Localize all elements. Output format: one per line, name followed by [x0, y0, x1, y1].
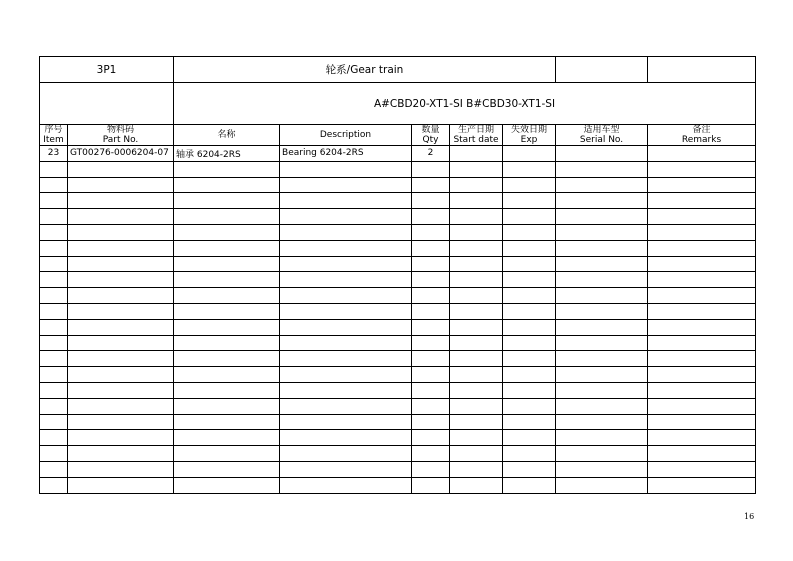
- group-title: 轮系/Gear train: [174, 57, 556, 83]
- empty-cell: [174, 256, 280, 272]
- empty-cell: [648, 367, 756, 383]
- empty-cell: [556, 461, 648, 477]
- empty-cell: [648, 303, 756, 319]
- empty-cell: [40, 161, 68, 177]
- empty-cell: [280, 256, 412, 272]
- group-code: 3P1: [40, 57, 174, 83]
- empty-cell: [280, 382, 412, 398]
- empty-cell: [503, 367, 556, 383]
- empty-table-row: [40, 224, 756, 240]
- empty-cell: [412, 240, 450, 256]
- cell-name: 轴承 6204-2RS: [174, 146, 280, 162]
- empty-cell: [412, 272, 450, 288]
- empty-cell: [174, 193, 280, 209]
- empty-cell: [68, 209, 174, 225]
- empty-cell: [503, 382, 556, 398]
- empty-cell: [503, 461, 556, 477]
- empty-cell: [174, 303, 280, 319]
- empty-cell: [174, 351, 280, 367]
- empty-cell: [503, 477, 556, 493]
- empty-cell: [68, 335, 174, 351]
- empty-cell: [40, 288, 68, 304]
- empty-cell: [280, 319, 412, 335]
- cell-part-no: GT00276-0006204-07: [68, 146, 174, 162]
- empty-cell: [40, 461, 68, 477]
- empty-table-row: [40, 161, 756, 177]
- table-row: [40, 146, 756, 162]
- empty-cell: [68, 240, 174, 256]
- empty-cell: [174, 414, 280, 430]
- empty-cell: [556, 288, 648, 304]
- empty-cell: [280, 193, 412, 209]
- empty-cell: [280, 477, 412, 493]
- empty-cell: [412, 430, 450, 446]
- col-description-header: Description: [280, 125, 412, 146]
- empty-table-row: [40, 177, 756, 193]
- empty-cell: [412, 256, 450, 272]
- empty-rows: [40, 161, 756, 493]
- empty-cell: [450, 193, 503, 209]
- empty-cell: [503, 430, 556, 446]
- empty-cell: [450, 319, 503, 335]
- empty-cell: [412, 351, 450, 367]
- empty-table-row: [40, 446, 756, 462]
- empty-cell: [40, 256, 68, 272]
- parts-table: [39, 56, 756, 494]
- empty-cell: [648, 177, 756, 193]
- empty-table-row: [40, 240, 756, 256]
- empty-cell: [280, 272, 412, 288]
- empty-cell: [174, 209, 280, 225]
- empty-cell: [648, 430, 756, 446]
- col-remarks-header: 备注 Remarks: [648, 125, 756, 146]
- empty-cell: [556, 209, 648, 225]
- empty-cell: [280, 209, 412, 225]
- empty-cell: [412, 319, 450, 335]
- empty-cell: [556, 351, 648, 367]
- empty-cell: [412, 477, 450, 493]
- empty-table-row: [40, 367, 756, 383]
- cell-qty: 2: [412, 146, 450, 162]
- empty-cell: [174, 430, 280, 446]
- model-row: [40, 83, 756, 125]
- empty-cell: [450, 477, 503, 493]
- empty-cell: [68, 193, 174, 209]
- empty-table-row: [40, 209, 756, 225]
- empty-cell: [174, 240, 280, 256]
- empty-cell: [40, 430, 68, 446]
- empty-cell: [556, 414, 648, 430]
- empty-cell: [648, 398, 756, 414]
- empty-cell: [556, 430, 648, 446]
- empty-cell: [40, 477, 68, 493]
- empty-cell: [450, 461, 503, 477]
- empty-cell: [280, 177, 412, 193]
- cell-description: Bearing 6204-2RS: [280, 146, 412, 162]
- empty-cell: [68, 224, 174, 240]
- empty-cell: [503, 177, 556, 193]
- empty-table-row: [40, 303, 756, 319]
- empty-cell: [280, 351, 412, 367]
- empty-table-row: [40, 272, 756, 288]
- col-serial-header: 适用车型 Serial No.: [556, 125, 648, 146]
- empty-cell: [174, 177, 280, 193]
- empty-cell: [40, 303, 68, 319]
- col-item-header: 序号 Item: [40, 125, 68, 146]
- empty-cell: [68, 414, 174, 430]
- empty-cell: [68, 461, 174, 477]
- empty-cell: [412, 288, 450, 304]
- empty-cell: [280, 446, 412, 462]
- empty-cell: [174, 398, 280, 414]
- empty-cell: [412, 161, 450, 177]
- empty-cell: [648, 288, 756, 304]
- empty-cell: [412, 303, 450, 319]
- empty-cell: [40, 224, 68, 240]
- empty-cell: [68, 367, 174, 383]
- empty-cell: [450, 161, 503, 177]
- title-blank-cell: [556, 57, 648, 83]
- empty-cell: [412, 335, 450, 351]
- empty-cell: [280, 335, 412, 351]
- title-row: [40, 57, 756, 83]
- empty-cell: [450, 351, 503, 367]
- empty-cell: [450, 398, 503, 414]
- empty-cell: [174, 288, 280, 304]
- empty-table-row: [40, 430, 756, 446]
- empty-cell: [68, 319, 174, 335]
- empty-cell: [503, 446, 556, 462]
- empty-table-row: [40, 398, 756, 414]
- empty-cell: [648, 351, 756, 367]
- col-part-no-header: 物料码 Part No.: [68, 125, 174, 146]
- empty-cell: [40, 446, 68, 462]
- empty-cell: [503, 335, 556, 351]
- empty-cell: [450, 177, 503, 193]
- empty-cell: [556, 272, 648, 288]
- empty-table-row: [40, 256, 756, 272]
- empty-cell: [648, 446, 756, 462]
- empty-cell: [556, 240, 648, 256]
- empty-cell: [450, 335, 503, 351]
- model-blank-cell: [40, 83, 174, 125]
- empty-cell: [648, 272, 756, 288]
- empty-cell: [648, 414, 756, 430]
- empty-cell: [503, 240, 556, 256]
- empty-cell: [412, 177, 450, 193]
- empty-cell: [280, 430, 412, 446]
- cell-start-date: [450, 146, 503, 162]
- empty-cell: [556, 303, 648, 319]
- empty-cell: [40, 319, 68, 335]
- empty-cell: [280, 240, 412, 256]
- empty-cell: [40, 193, 68, 209]
- empty-cell: [503, 319, 556, 335]
- empty-cell: [503, 272, 556, 288]
- empty-cell: [450, 382, 503, 398]
- empty-cell: [648, 382, 756, 398]
- empty-table-row: [40, 351, 756, 367]
- col-qty-header: 数量 Qty: [412, 125, 450, 146]
- empty-cell: [40, 351, 68, 367]
- empty-cell: [450, 446, 503, 462]
- empty-cell: [40, 414, 68, 430]
- empty-cell: [412, 414, 450, 430]
- empty-cell: [280, 414, 412, 430]
- empty-cell: [174, 446, 280, 462]
- empty-cell: [503, 224, 556, 240]
- empty-cell: [450, 209, 503, 225]
- empty-cell: [412, 461, 450, 477]
- empty-table-row: [40, 461, 756, 477]
- empty-cell: [648, 193, 756, 209]
- empty-cell: [556, 224, 648, 240]
- empty-cell: [556, 382, 648, 398]
- empty-cell: [68, 303, 174, 319]
- empty-cell: [280, 288, 412, 304]
- empty-cell: [68, 351, 174, 367]
- title-blank-cell: [648, 57, 756, 83]
- empty-cell: [40, 367, 68, 383]
- empty-cell: [68, 398, 174, 414]
- empty-cell: [648, 224, 756, 240]
- empty-cell: [648, 256, 756, 272]
- col-start-date-header: 生产日期 Start date: [450, 125, 503, 146]
- empty-cell: [280, 398, 412, 414]
- empty-cell: [503, 398, 556, 414]
- empty-cell: [503, 351, 556, 367]
- empty-cell: [556, 367, 648, 383]
- empty-cell: [280, 461, 412, 477]
- empty-cell: [648, 477, 756, 493]
- empty-cell: [556, 335, 648, 351]
- empty-cell: [68, 477, 174, 493]
- empty-cell: [412, 224, 450, 240]
- empty-cell: [40, 209, 68, 225]
- parts-table-sheet: [39, 56, 755, 494]
- empty-cell: [68, 382, 174, 398]
- empty-cell: [68, 177, 174, 193]
- empty-cell: [174, 224, 280, 240]
- empty-cell: [503, 161, 556, 177]
- empty-cell: [503, 303, 556, 319]
- empty-cell: [503, 288, 556, 304]
- empty-cell: [450, 288, 503, 304]
- empty-cell: [450, 303, 503, 319]
- column-header-row: [40, 125, 756, 146]
- empty-cell: [68, 430, 174, 446]
- empty-cell: [412, 367, 450, 383]
- empty-cell: [174, 335, 280, 351]
- empty-cell: [412, 398, 450, 414]
- empty-cell: [648, 209, 756, 225]
- empty-cell: [503, 209, 556, 225]
- empty-cell: [556, 477, 648, 493]
- empty-cell: [40, 398, 68, 414]
- empty-cell: [174, 272, 280, 288]
- empty-cell: [450, 367, 503, 383]
- empty-cell: [174, 161, 280, 177]
- empty-cell: [40, 272, 68, 288]
- cell-exp: [503, 146, 556, 162]
- cell-item: 23: [40, 146, 68, 162]
- empty-cell: [556, 398, 648, 414]
- empty-cell: [68, 288, 174, 304]
- empty-cell: [174, 477, 280, 493]
- col-name-header: 名称: [174, 125, 280, 146]
- empty-cell: [556, 177, 648, 193]
- empty-cell: [556, 193, 648, 209]
- model-designation: A#CBD20-XT1-SI B#CBD30-XT1-SI: [174, 83, 756, 125]
- empty-cell: [280, 224, 412, 240]
- empty-cell: [412, 446, 450, 462]
- empty-cell: [450, 256, 503, 272]
- empty-cell: [450, 272, 503, 288]
- empty-cell: [280, 367, 412, 383]
- empty-cell: [40, 382, 68, 398]
- empty-cell: [280, 161, 412, 177]
- empty-cell: [450, 430, 503, 446]
- empty-cell: [68, 446, 174, 462]
- empty-cell: [648, 461, 756, 477]
- empty-cell: [174, 319, 280, 335]
- empty-table-row: [40, 477, 756, 493]
- empty-table-row: [40, 414, 756, 430]
- empty-cell: [280, 303, 412, 319]
- empty-cell: [68, 272, 174, 288]
- page-number: 16: [744, 512, 755, 521]
- empty-cell: [648, 335, 756, 351]
- empty-table-row: [40, 193, 756, 209]
- empty-cell: [174, 461, 280, 477]
- empty-cell: [68, 256, 174, 272]
- empty-cell: [450, 240, 503, 256]
- empty-table-row: [40, 335, 756, 351]
- empty-table-row: [40, 288, 756, 304]
- col-exp-header: 失效日期 Exp: [503, 125, 556, 146]
- empty-cell: [556, 319, 648, 335]
- empty-cell: [648, 161, 756, 177]
- empty-cell: [68, 161, 174, 177]
- empty-cell: [503, 414, 556, 430]
- empty-cell: [503, 256, 556, 272]
- empty-cell: [412, 209, 450, 225]
- empty-cell: [412, 382, 450, 398]
- empty-cell: [556, 161, 648, 177]
- empty-cell: [174, 382, 280, 398]
- empty-cell: [40, 335, 68, 351]
- empty-cell: [450, 414, 503, 430]
- empty-cell: [648, 240, 756, 256]
- empty-cell: [450, 224, 503, 240]
- cell-serial: [556, 146, 648, 162]
- empty-cell: [648, 319, 756, 335]
- empty-table-row: [40, 319, 756, 335]
- empty-cell: [503, 193, 556, 209]
- empty-cell: [40, 177, 68, 193]
- empty-cell: [40, 240, 68, 256]
- empty-table-row: [40, 382, 756, 398]
- cell-remarks: [648, 146, 756, 162]
- empty-cell: [556, 446, 648, 462]
- empty-cell: [174, 367, 280, 383]
- empty-cell: [412, 193, 450, 209]
- empty-cell: [556, 256, 648, 272]
